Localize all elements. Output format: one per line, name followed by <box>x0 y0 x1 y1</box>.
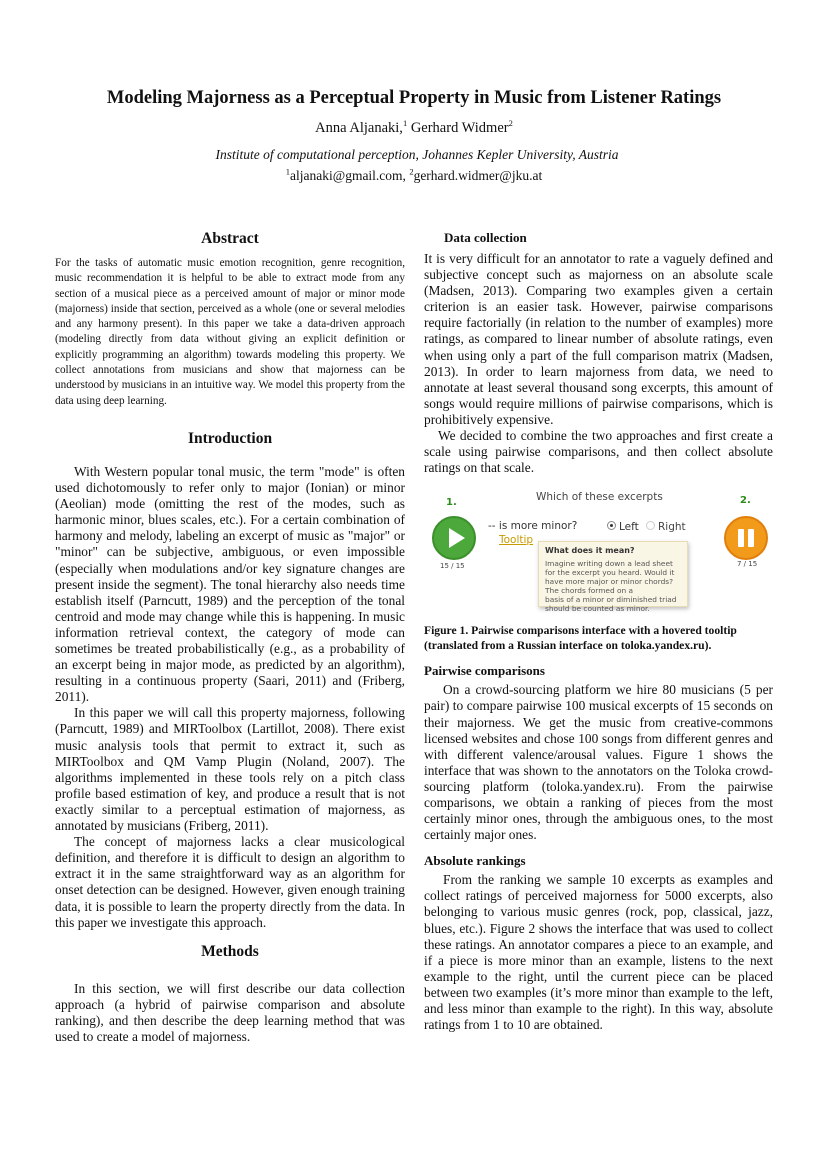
pairwise-paragraph: On a crowd-sourcing platform we hire 80 musicians (5 per pair) to compare pairwise 100 musical excerpts of 15 seconds on their majorness. We get the music from creative-commons licensed websites and chose 100 songs from different genres and with different valence/arousal values. Figure 1 shows the interface that was shown to the annotators on the Toloka crowd-sourcing platform (toloka.yandex.ru). From the pairwise comparisons, we obtain a ranking of pieces from the most certainly minor ones, through the ambiguous ones, to the most certainly major ones. <box>424 682 773 843</box>
figure-caption: Figure 1. Pairwise comparisons interface with a hovered tooltip (translated from a Russian interface on toloka.yandex.ru). <box>424 624 737 653</box>
tooltip-body: Imagine writing down a lead sheet for the excerpt you heard. Would it have more major or minor chords? The chords formed on a basis of a minor or diminished triad should be counted as minor. <box>545 559 677 614</box>
email: gerhard.widmer@jku.at <box>413 168 543 183</box>
intro-paragraph-3: The concept of majorness lacks a clear musicological definition, and therefore it is difficult to design an algorithm to extract it in the same straightforward way as an algorithm for onset detection can be designed. However, given enough training data, it is possible to learn the property directly from the data. In this paper we investigate this approach. <box>55 834 405 930</box>
introduction-heading: Introduction <box>187 429 273 447</box>
right-column <box>424 230 773 1033</box>
pairwise-heading: Pairwise comparisons <box>424 663 545 679</box>
data-collection-paragraph-1: It is very difficult for an annotator to rate a vaguely defined and subjective concept such as majorness on an absolute scale (Madsen, 2013). Comparing two examples given a certain criterion is an easier task. However, pairwise comparisons require factorially (in relation to the number of examples) more ratings, as compared to linear number of absolute ratings, even when using only a part of the full comparison matrix (Madsen, 2013). In order to learn majorness from data, we need to annotate at least several thousand song excerpts, this amount of songs would require millions of pairwise comparisons, which is prohibitively expensive. <box>424 251 773 427</box>
intro-paragraph-1: With Western popular tonal music, the term "mode" is often used dichotomously to refer only to major (Ionian) or minor (Aeolian) mode (omitting the rest of the modes, such as harmonic minor, blues scales, etc.). For a certain combination of harmony and melody, labeling an excerpt of music as "major" or "minor" can be subjective, ambiguous, or even impossible (especially when modulations and/or key signature changes are present inside the segment). The tonal hierarchy also needs time establish itself (Parncutt, 1989) and the perception of the tonal centroid and mode may change while this is happening. In music information retrieval context, the category of mode can sometimes be treated probabilistically (e.g., as a probability of an excerpt being in major mode, as predicted by an algorithm), resulting in a continuous property (Saari, 2011) and (Friberg, 2011). <box>55 463 405 705</box>
left-column <box>55 230 405 1045</box>
counter-left: 15 / 15 <box>440 562 465 571</box>
author-name: Gerhard Widmer <box>410 120 509 136</box>
data-collection-paragraph-2: We decided to combine the two approaches and first create a scale using pairwise comparisons, and then collect absolute ratings on that scale. <box>424 428 773 476</box>
email-mark: 2 <box>409 166 414 177</box>
pause-icon <box>726 518 766 558</box>
tooltip-title: What does it mean? <box>545 546 635 556</box>
author-affil-mark: 1 <box>402 118 408 129</box>
radio-empty-icon <box>646 521 655 530</box>
excerpt-label-2: 2. <box>740 495 751 507</box>
play-icon <box>434 518 474 558</box>
author-name: Anna Aljanaki, <box>315 120 403 136</box>
email-mark: 1 <box>285 166 291 177</box>
abstract-heading: Abstract <box>201 230 259 247</box>
question-text: Which of these excerpts <box>536 491 663 504</box>
affiliation: Institute of computational perception, Johannes Kepler University, Austria <box>215 147 619 162</box>
pause-button[interactable] <box>724 516 768 560</box>
play-button[interactable] <box>432 516 476 560</box>
absolute-heading: Absolute rankings <box>424 853 526 869</box>
methods-paragraph: In this section, we will first describe our data collection approach (a hybrid of pairwise comparison and absolute ranking), and then describe the deep learning method that was used to create a model of majorness. <box>55 980 405 1044</box>
absolute-paragraph: From the ranking we sample 10 excerpts as examples and collect ratings of perceived majorness for 5000 excerpts, also belonging to various music genres (rock, pop, classical, jazz, blues, etc.). Figure 2 shows the interface that was used to collect these ratings. An annotator compares a piece to an example, and if a piece is more minor than an example, listens to the next example to the right, until the current piece can be placed between two examples (it’s more minor than example to the left, and less minor than example to the right). In this way, absolute ratings from 1 to 10 are obtained. <box>424 872 773 1033</box>
figure-1-interface <box>424 486 773 612</box>
radio-selected-icon <box>607 521 616 530</box>
excerpt-label-1: 1. <box>446 497 457 509</box>
option-right-radio[interactable]: Right <box>646 521 686 533</box>
tooltip-popup <box>538 541 688 614</box>
author-emails <box>0 168 828 184</box>
methods-heading: Methods <box>201 942 259 960</box>
tooltip-link[interactable]: Tooltip <box>499 534 534 547</box>
author-list <box>40 120 788 137</box>
abstract-text: For the tasks of automatic music emotion recognition, genre recognition, music recommendation it is helpful to be able to extract mode from any section of a musical piece as a perceived amount of major or minor mode (majorness) inside that section, perceived as a whole (one or several melodies and any harmony present). In this paper we take a data-driven approach (modeling directly from data without giving an explicit definition or explicitly programming an algorithm) towards modeling this property. We collect annotations from musicians and show that majorness can be understood by musicians in an intuitive way. We model this property from the data using deep learning. <box>55 257 405 407</box>
author-affil-mark: 2 <box>508 118 513 129</box>
prompt-text: -- is more minor? <box>488 520 578 533</box>
paper-title: Modeling Majorness as a Perceptual Property in Music from Listener Ratings <box>106 88 722 108</box>
intro-paragraph-2: In this paper we will call this property majorness, following (Parncutt, 1989) and MIRToolbox (Lartillot, 2008). There exist music analysis tools that permit to extract it, such as MIRToolbox and QM Vamp Plugin (Noland, 2007). The algorithms implemented in these tools rely on a pitch class profile based estimation of key, and produce a result that is not exactly similar to a perceptual estimation of majorness, as annotated by musicians (Friberg, 2011). <box>55 705 405 834</box>
option-left-radio[interactable]: Left <box>607 521 639 533</box>
counter-right: 7 / 15 <box>737 560 758 569</box>
data-collection-heading: Data collection <box>444 230 527 245</box>
email: aljanaki@gmail.com, <box>290 168 406 183</box>
